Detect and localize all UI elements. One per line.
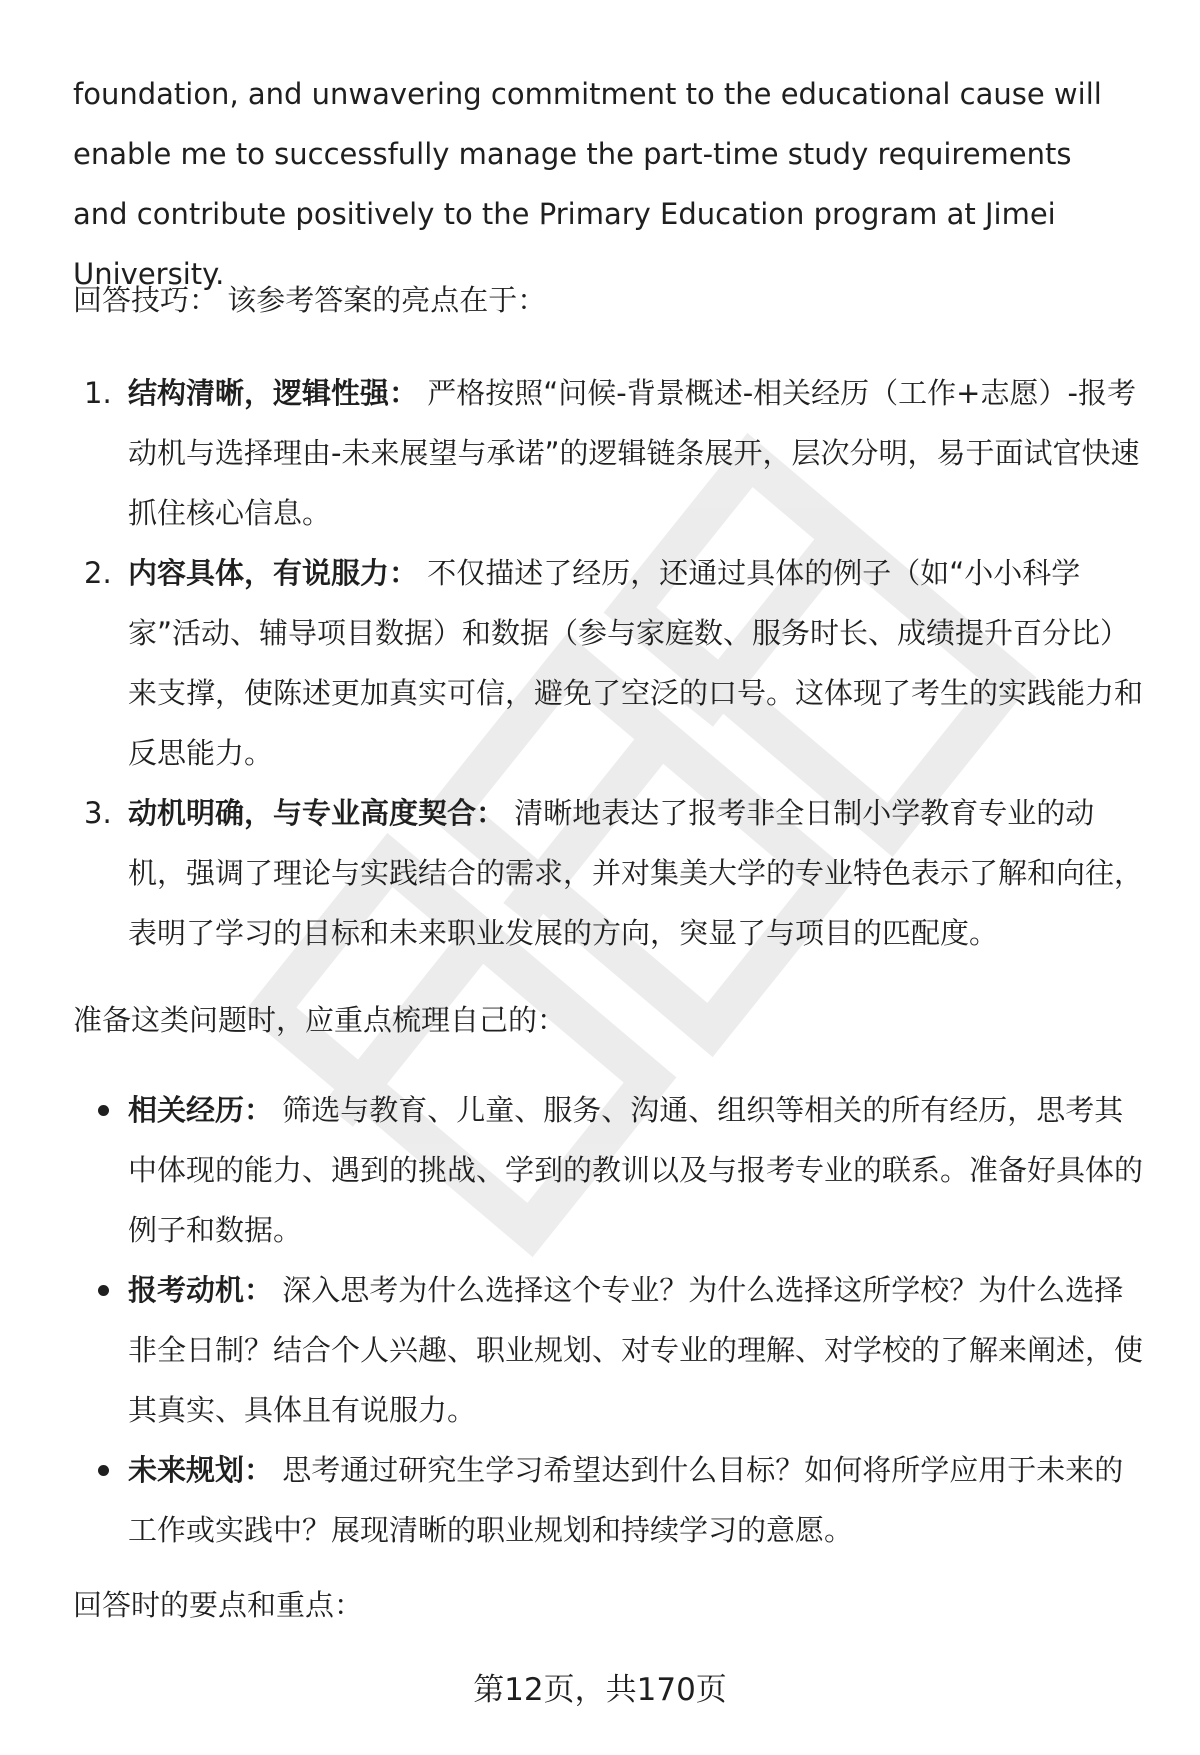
page-footer: 第12页，共170页 (473, 1672, 727, 1708)
list-number: 2. (84, 556, 112, 590)
item-text: 清晰地表达了报考非全日制小学教育专业的动机，强调了理论与实践结合的需求，并对集美大学的专业特色表示了解和向往，表明了学习的目标和未来职业发展的方向，突显了与项目的匹配度。 (128, 796, 1144, 950)
list-item (0, 543, 1200, 783)
list-item (0, 783, 1200, 963)
intro-paragraph: foundation, and unwavering commitment to the educational cause will enable me to successfully manage the part-time study requirements and contribute positively to the Primary Education program at Jimei University. (73, 77, 1102, 291)
item-text: 思考通过研究生学习希望达到什么目标？如何将所学应用于未来的工作或实践中？展现清晰的职业规划和持续学习的意愿。 (128, 1453, 1124, 1547)
bullet-icon (98, 1105, 109, 1116)
bullet-icon (98, 1285, 109, 1296)
list-item (0, 1080, 1200, 1260)
highlights-list (0, 363, 1200, 963)
list-item (0, 1260, 1200, 1440)
item-text: 严格按照“问候-背景概述-相关经历（工作+志愿）-报考动机与选择理由-未来展望与承诺”的逻辑链条展开，层次分明，易于面试官快速抓住核心信息。 (128, 376, 1140, 530)
list-number: 1. (84, 376, 112, 410)
prepare-heading: 准备这类问题时，应重点梳理自己的： (73, 1003, 567, 1037)
bullet-icon (98, 1465, 109, 1476)
item-term: 内容具体，有说服力： (128, 556, 419, 590)
item-term: 动机明确，与专业高度契合： (128, 796, 506, 830)
item-text: 深入思考为什么选择这个专业？为什么选择这所学校？为什么选择非全日制？结合个人兴趣、职业规划、对专业的理解、对学校的了解来阐述，使其真实、具体且有说服力。 (128, 1273, 1144, 1427)
list-item (0, 1440, 1200, 1560)
list-item (0, 363, 1200, 543)
item-term: 结构清晰，逻辑性强： (128, 376, 419, 410)
item-term: 相关经历： (128, 1093, 274, 1127)
answer-heading: 回答时的要点和重点： (73, 1588, 364, 1622)
item-text: 筛选与教育、儿童、服务、沟通、组织等相关的所有经历，思考其中体现的能力、遇到的挑战、学到的教训以及与报考专业的联系。准备好具体的例子和数据。 (128, 1093, 1144, 1247)
item-term: 报考动机： (128, 1273, 274, 1307)
prepare-list (0, 1080, 1200, 1560)
item-text: 不仅描述了经历，还通过具体的例子（如“小小科学家”活动、辅导项目数据）和数据（参与家庭数、服务时长、成绩提升百分比）来支撑，使陈述更加真实可信，避免了空泛的口号。这体现了考生的实践能力和反思能力。 (128, 556, 1144, 770)
tip-heading: 回答技巧： 该参考答案的亮点在于： (73, 283, 547, 317)
list-number: 3. (84, 796, 112, 830)
item-term: 未来规划： (128, 1453, 274, 1487)
